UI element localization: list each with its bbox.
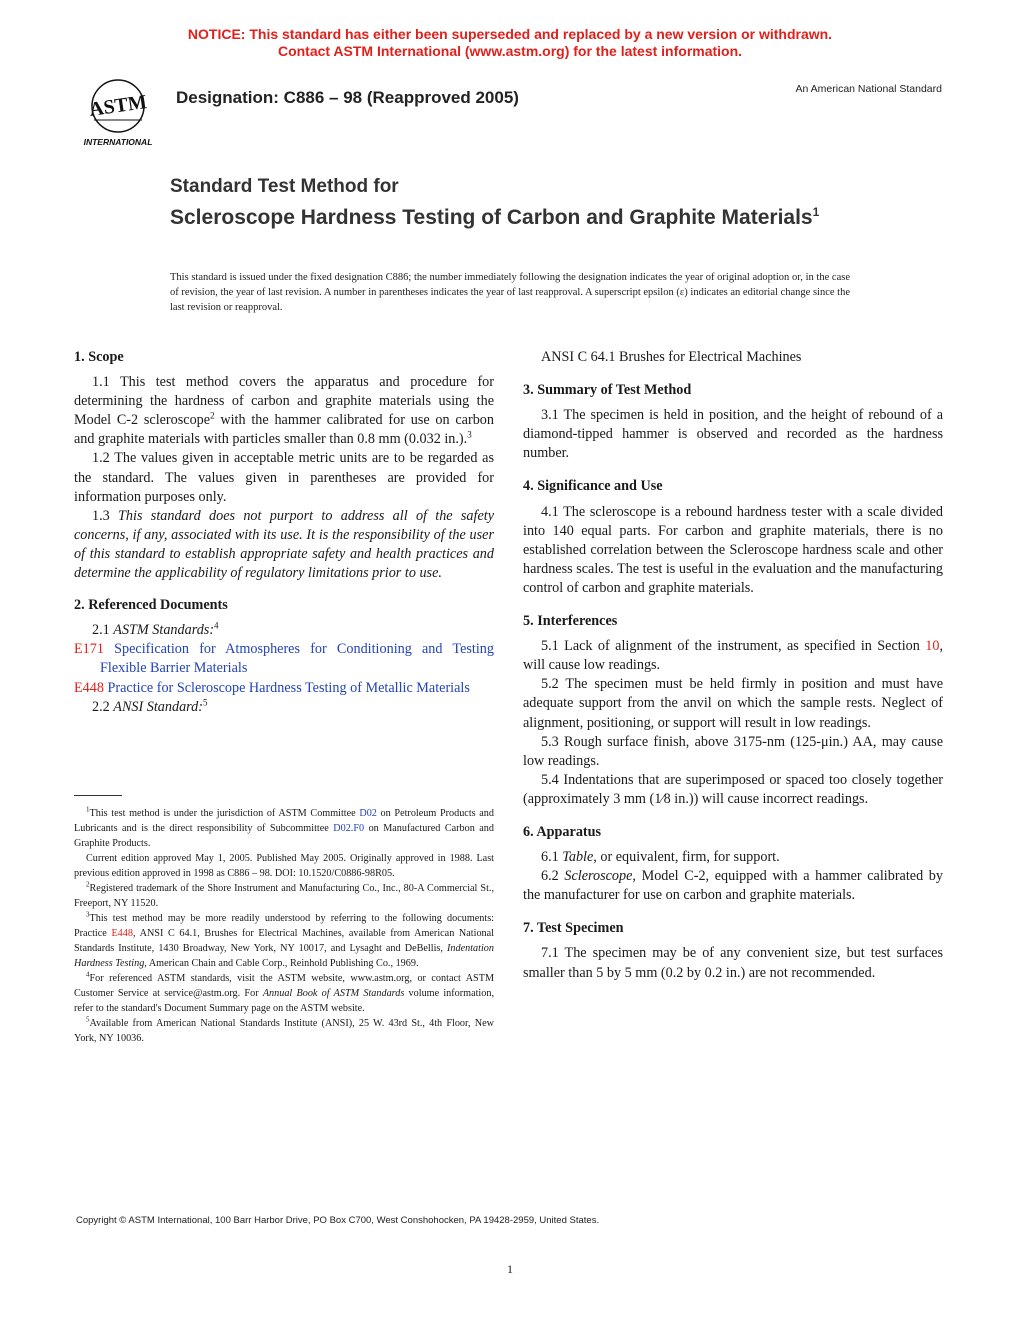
specimen-7-1: 7.1 The specimen may be of any convenient size, but test surfaces smaller than 5 by 5 mm (0.2 by 0.2 in.) are not recommended. <box>523 945 943 981</box>
ref-e448[interactable] <box>74 679 494 698</box>
withdrawal-notice <box>0 26 1020 60</box>
astm-logo-mark <box>76 78 160 150</box>
significance-heading: 4. Significance and Use <box>523 478 663 495</box>
copyright: Copyright © ASTM International, 100 Barr Harbor Drive, PO Box C700, West Conshohocken, PA 19428-2959, United States. <box>76 1215 600 1226</box>
interferences-heading: 5. Interferences <box>523 613 618 630</box>
astm-logo <box>76 78 160 150</box>
ref-e448-title[interactable]: Practice for Scleroscope Hardness Testing of Metallic Materials <box>103 679 470 696</box>
interferences-5-4: 5.4 Indentations that are superimposed or spaced too closely together (approximately 3 mm (1⁄8 in.)) will cause incorrect readings. <box>523 771 943 807</box>
page-number: 1 <box>507 1262 513 1276</box>
interferences-5-2: 5.2 The specimen must be held firmly in position and must have adequate support from the anvil on which the sample rests. Neglect of alignment, positioning, or support will result in low readings. <box>523 676 943 731</box>
footnote-link-d02f0[interactable]: D02.F0 <box>333 823 365 834</box>
footnote-4: $^4$For referenced ASTM standards, visit the ASTM website, www.astm.org, or contact ASTM Customer Service at service@astm.org. For Annual Book of ASTM Standards volume information, refer to the standard's Document Summary page on the ASTM website. <box>74 970 494 1014</box>
footnote-5: $^5$Available from American National Standards Institute (ANSI), 25 W. 43rd St., 4th Floor, New York, NY 10036. <box>74 1015 494 1044</box>
footnote-1: $^1$This test method is under the jurisdiction of ASTM Committee D02 on Petroleum Products and Lubricants and is the direct responsibility of Subcommittee D02.F0 on Manufactured Carbon and Graphite Products. <box>74 805 494 849</box>
ref-e171-code[interactable]: E171 <box>74 641 104 658</box>
ref-e171-title[interactable]: Specification for Atmospheres for Conditioning and Testing Flexible Barrier Materials <box>100 641 494 677</box>
refdocs-heading: 2. Referenced Documents <box>74 597 228 614</box>
notice-line-1: NOTICE: This standard has either been superseded and replaced by a new version or withdrawn. <box>187 26 833 42</box>
right-column <box>523 348 943 983</box>
title-line-2 <box>170 200 850 230</box>
summary-3-1: 3.1 The specimen is held in position, and the height of rebound of a diamond-tipped hammer is observed and recorded as the hardness number. <box>523 407 943 462</box>
scope-1-1: 1.1 This test method covers the apparatus and procedure for determining the hardness of carbon and graphite materials using the Model C-2 scleroscope$^2$ with the hammer calibrated for use on carbon and graphite materials with particles smaller than 0.8 mm (0.032 in.).$^3$ <box>74 374 494 448</box>
footnote-link-d02[interactable]: D02 <box>359 808 377 819</box>
scope-heading: 1. Scope <box>74 349 124 365</box>
interferences-5-1: 5.1 Lack of alignment of the instrument, as specified in Section 10, will cause low readings. <box>523 638 943 674</box>
national-standard-label: An American National Standard <box>795 83 942 95</box>
astm-standards-label: 2.1 ASTM Standards:$^4$ <box>92 620 219 639</box>
apparatus-6-2: 6.2 Scleroscope, Model C-2, equipped with a hammer calibrated by the manufacturer for use on carbon and graphite materials. <box>523 868 943 904</box>
ref-e171[interactable] <box>74 640 494 678</box>
section-10-link[interactable]: 10 <box>925 638 940 655</box>
footnote-3: $^3$This test method may be more readily understood by referring to the following documents: Practice E448, ANSI C 64.1, Brushes for Electrical Machines, available from American National Standards Institute, 1430 Broadway, New York, NY 10017, and Lysaght and DeBellis, Indentation Hardness Testing, American Chain and Cable Corp., Reinhold Publishing Co., 1969. <box>74 910 494 969</box>
footnotes <box>74 806 494 1046</box>
left-column <box>74 348 494 717</box>
apparatus-6-1: 6.1 Table, or equivalent, firm, for support. <box>541 849 780 866</box>
title-main: Scleroscope Hardness Testing of Carbon and Graphite Materials <box>170 206 813 229</box>
ref-e448-code[interactable]: E448 <box>74 679 104 696</box>
scope-1-3: 1.3 This standard does not purport to address all of the safety concerns, if any, associated with its use. It is the responsibility of the user of this standard to establish appropriate safety and health practices and determine the applicability of regulatory limitations prior to use. <box>74 507 494 582</box>
svg-text:ASTM: ASTM <box>87 91 149 121</box>
title-footnote-mark: 1 <box>812 205 820 219</box>
svg-text:INTERNATIONAL: INTERNATIONAL <box>83 137 153 147</box>
summary-heading: 3. Summary of Test Method <box>523 382 692 399</box>
ansi-standard-label: 2.2 ANSI Standard:$^5$ <box>92 696 208 715</box>
footnote-rule <box>74 795 122 796</box>
ansi-item: ANSI C 64.1 Brushes for Electrical Machines <box>541 349 802 365</box>
footnote-2: $^2$Registered trademark of the Shore Instrument and Manufacturing Co., Inc., 80-A Commercial St., Freeport, NY 11520. <box>74 880 494 909</box>
designation: Designation: C886 – 98 (Reapproved 2005) <box>176 88 519 107</box>
issued-note: This standard is issued under the fixed designation C886; the number immediately following the designation indicates the year of original adoption or, in the case of revision, the year of last revision. A number in parentheses indicates the year of last reapproval. A superscript epsilon (ε) indicates an editorial change since the last revision or reapproval. <box>170 272 850 313</box>
apparatus-heading: 6. Apparatus <box>523 823 602 840</box>
specimen-heading: 7. Test Specimen <box>523 920 624 937</box>
scope-1-2: 1.2 The values given in acceptable metric units are to be regarded as the standard. The values given in parentheses are provided for information purposes only. <box>74 450 494 505</box>
footnote-1-edition: Current edition approved May 1, 2005. Published May 2005. Originally approved in 1988. Last previous edition approved in 1998 as C886 – 98. DOI: 10.1520/C0886-98R05. <box>74 853 494 879</box>
significance-4-1: 4.1 The scleroscope is a rebound hardness tester with a scale divided into 140 equal parts. For carbon and graphite materials, there is no established correlation between the Scleroscope hardness scale and other hardness scales. The test is useful in the evaluation and the manufacturing control of carbon and graphite materials. <box>523 503 943 596</box>
interferences-5-3: 5.3 Rough surface finish, above 3175-nm (125-μin.) AA, may cause low readings. <box>523 733 943 769</box>
notice-line-2: Contact ASTM International (www.astm.org) for the latest information. <box>277 43 743 59</box>
title-line-1: Standard Test Method for <box>170 176 399 197</box>
footnote-link-e448[interactable]: E448 <box>111 928 133 939</box>
